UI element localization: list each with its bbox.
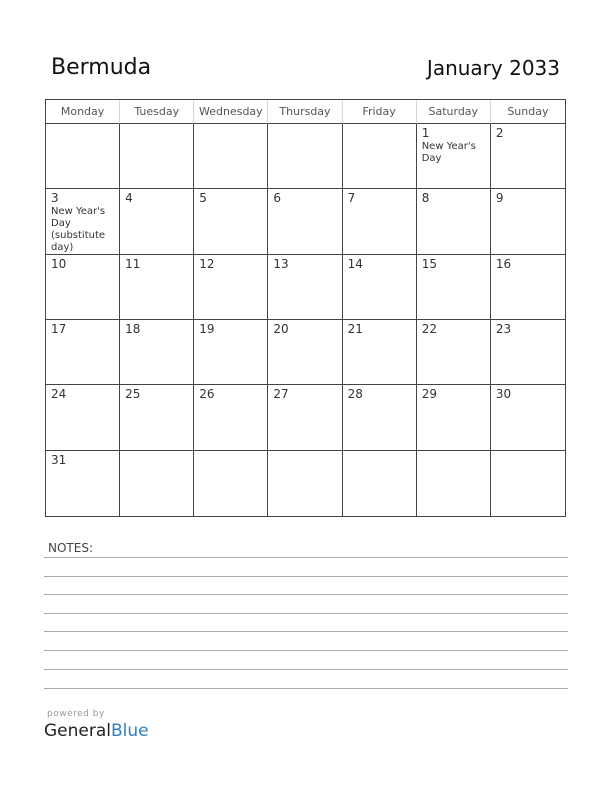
weekday-header: Wednesday	[194, 100, 268, 124]
day-cell[interactable]	[343, 385, 417, 450]
empty-cell	[46, 124, 120, 189]
day-number: 1	[421, 126, 430, 140]
note-line	[44, 613, 568, 614]
brand-blue: Blue	[111, 721, 149, 741]
day-number: 3	[51, 191, 59, 206]
day-cell[interactable]	[491, 385, 565, 450]
day-cell[interactable]	[46, 451, 120, 516]
day-number: 11	[125, 256, 141, 271]
empty-cell	[268, 124, 342, 189]
day-number: 28	[347, 387, 363, 402]
day-number: 16	[495, 256, 512, 271]
day-cell[interactable]	[194, 189, 268, 254]
weekday-header: Thursday	[268, 100, 342, 124]
calendar-grid	[45, 99, 566, 517]
note-line	[44, 669, 568, 670]
day-number: 22	[421, 322, 437, 336]
empty-cell	[194, 124, 268, 189]
day-cell[interactable]	[194, 320, 268, 385]
day-number: 18	[125, 322, 141, 336]
empty-cell	[343, 124, 417, 189]
day-number: 9	[495, 191, 504, 206]
generalblue-logo[interactable]	[44, 721, 149, 741]
day-cell[interactable]	[417, 255, 491, 320]
day-number: 8	[421, 191, 430, 206]
empty-cell	[268, 451, 342, 516]
day-cell[interactable]	[120, 255, 194, 320]
day-number: 6	[273, 191, 282, 206]
day-cell[interactable]	[417, 189, 491, 254]
weekday-header: Monday	[46, 100, 120, 124]
day-number: 5	[199, 191, 207, 206]
brand-general: General	[44, 721, 111, 741]
note-line	[44, 650, 568, 651]
weekday-header: Sunday	[491, 100, 565, 124]
note-line	[44, 557, 568, 558]
day-cell[interactable]	[343, 189, 417, 254]
day-cell[interactable]	[46, 189, 120, 254]
empty-cell	[120, 124, 194, 189]
day-number: 4	[125, 191, 133, 206]
day-number: 29	[421, 387, 437, 402]
day-number: 24	[51, 387, 67, 402]
notes-label: NOTES:	[48, 541, 93, 555]
note-line	[44, 594, 568, 595]
weekday-header: Friday	[343, 100, 417, 124]
day-number: 12	[199, 256, 215, 271]
empty-cell	[491, 451, 565, 516]
day-number: 30	[495, 387, 512, 402]
day-cell[interactable]	[194, 255, 268, 320]
day-number: 7	[347, 191, 356, 206]
day-number: 15	[421, 256, 437, 271]
day-cell[interactable]	[268, 320, 342, 385]
day-number: 31	[51, 452, 67, 467]
note-line	[44, 576, 568, 577]
empty-cell	[194, 451, 268, 516]
day-cell[interactable]	[268, 385, 342, 450]
country-title: Bermuda	[51, 55, 152, 80]
day-cell[interactable]	[46, 320, 120, 385]
day-number: 21	[347, 322, 363, 336]
day-cell[interactable]	[46, 255, 120, 320]
day-cell[interactable]	[120, 189, 194, 254]
day-number: 19	[199, 322, 215, 336]
day-cell[interactable]	[417, 385, 491, 450]
day-number: 2	[495, 126, 504, 140]
day-cell[interactable]	[491, 320, 565, 385]
empty-cell	[417, 451, 491, 516]
day-cell[interactable]	[46, 385, 120, 450]
day-cell[interactable]	[268, 255, 342, 320]
empty-cell	[120, 451, 194, 516]
weekday-header: Saturday	[417, 100, 491, 124]
day-number: 14	[347, 256, 363, 271]
day-number: 27	[273, 387, 289, 402]
day-cell[interactable]	[491, 189, 565, 254]
day-cell[interactable]	[343, 255, 417, 320]
day-number: 23	[495, 322, 512, 336]
day-cell[interactable]	[491, 255, 565, 320]
day-cell[interactable]	[343, 320, 417, 385]
holiday-label: New Year's Day (substitute day)	[51, 206, 106, 254]
month-title: January 2033	[426, 56, 560, 80]
day-cell[interactable]	[120, 385, 194, 450]
day-cell[interactable]	[491, 124, 565, 189]
holiday-label: New Year's Day	[421, 141, 476, 164]
empty-cell	[343, 451, 417, 516]
day-cell[interactable]	[268, 189, 342, 254]
day-number: 26	[199, 387, 215, 402]
day-number: 10	[51, 256, 67, 271]
weekday-header: Tuesday	[120, 100, 194, 124]
note-line	[44, 631, 568, 632]
day-number: 13	[273, 256, 289, 271]
powered-by-text: powered by	[47, 709, 105, 719]
day-number: 25	[125, 387, 141, 402]
day-cell[interactable]	[120, 320, 194, 385]
day-cell[interactable]	[417, 320, 491, 385]
day-cell[interactable]	[417, 124, 491, 189]
day-cell[interactable]	[194, 385, 268, 450]
day-number: 20	[273, 322, 289, 336]
note-line	[44, 688, 568, 689]
day-number: 17	[51, 322, 67, 336]
